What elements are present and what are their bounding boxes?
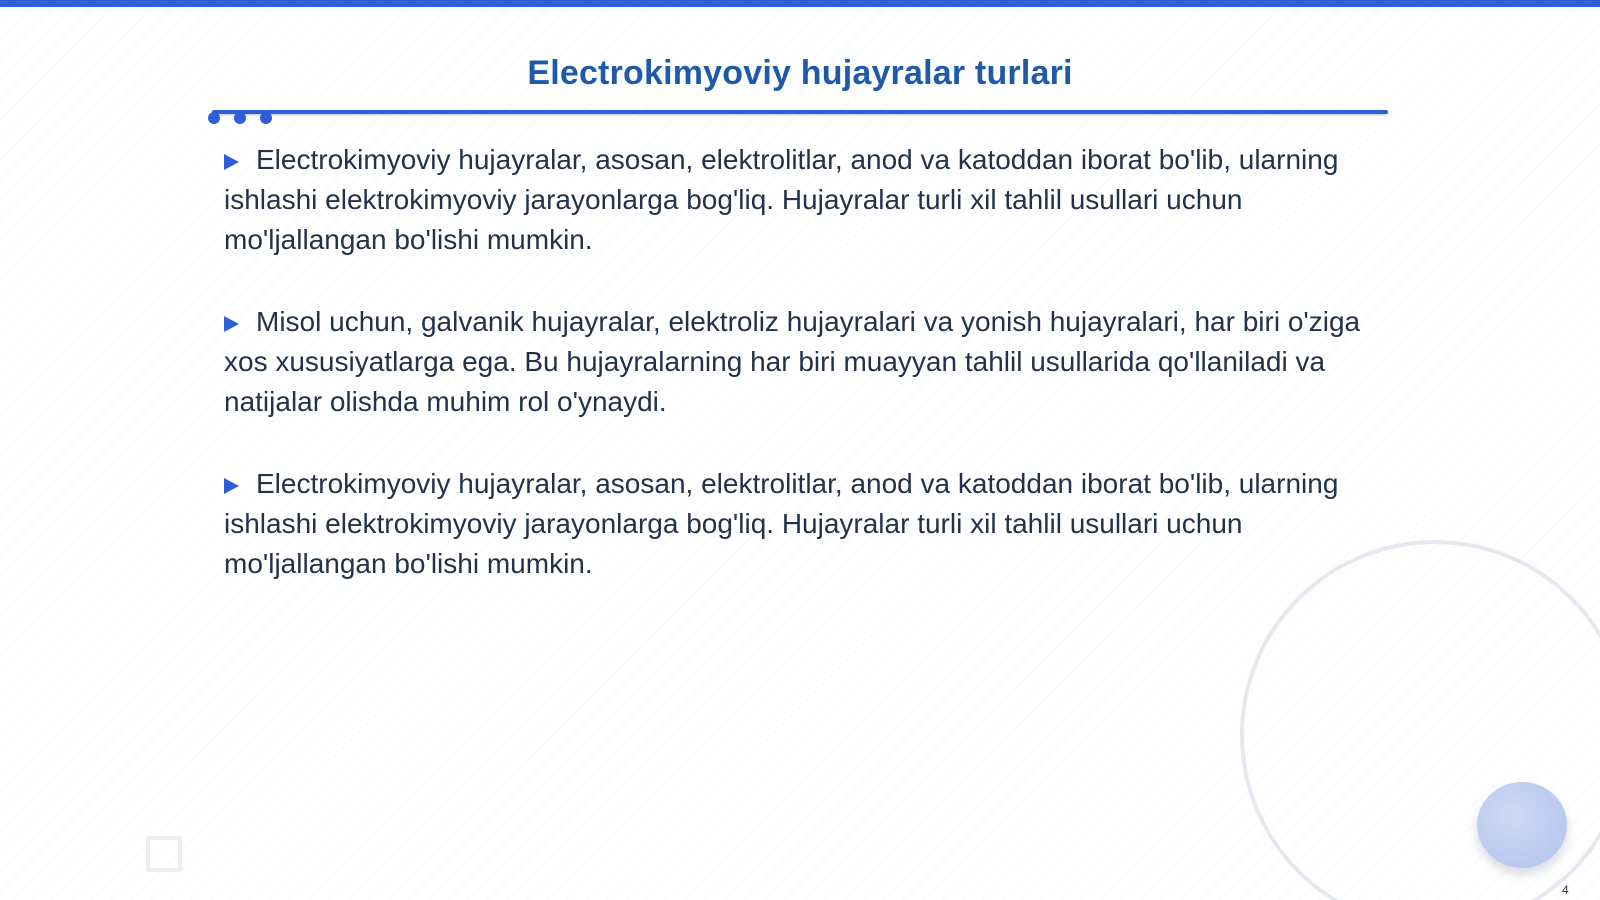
title-underline bbox=[212, 110, 1388, 114]
page-number: 4 bbox=[1562, 883, 1569, 897]
underline-dot-icon bbox=[234, 112, 246, 124]
triangle-bullet-icon bbox=[224, 316, 239, 332]
triangle-bullet-icon bbox=[224, 154, 239, 170]
underline-dot-icon bbox=[208, 112, 220, 124]
slide-title: Electrokimyoviy hujayralar turlari bbox=[527, 54, 1073, 92]
triangle-bullet-icon bbox=[224, 478, 239, 494]
decorative-blue-circle bbox=[1477, 782, 1567, 868]
bullet-text: Misol uchun, galvanik hujayralar, elektroliz hujayralari va yonish hujayralari, har biri o'ziga xos xususiyatlarga ega. Bu hujayralarning har biri muayyan tahlil usullarida qo'llaniladi va natijalar olishda muhim rol o'ynaydi. bbox=[224, 306, 1361, 417]
bullet-item bbox=[224, 464, 1384, 584]
bullet-text: Electrokimyoviy hujayralar, asosan, elektrolitlar, anod va katoddan iborat bo'lib, ularning ishlashi elektrokimyoviy jarayonlarga bog'liq. Hujayralar turli xil tahlil usullari uchun mo'ljallangan bo'lishi mumkin. bbox=[224, 144, 1339, 255]
bullet-list bbox=[224, 140, 1384, 626]
top-accent-bar bbox=[0, 0, 1600, 7]
bullet-item bbox=[224, 302, 1384, 422]
bullet-text: Electrokimyoviy hujayralar, asosan, elektrolitlar, anod va katoddan iborat bo'lib, ularning ishlashi elektrokimyoviy jarayonlarga bog'liq. Hujayralar turli xil tahlil usullari uchun mo'ljallangan bo'lishi mumkin. bbox=[224, 468, 1339, 579]
decorative-square bbox=[146, 836, 182, 872]
bullet-item bbox=[224, 140, 1384, 260]
underline-dot-icon bbox=[260, 112, 272, 124]
